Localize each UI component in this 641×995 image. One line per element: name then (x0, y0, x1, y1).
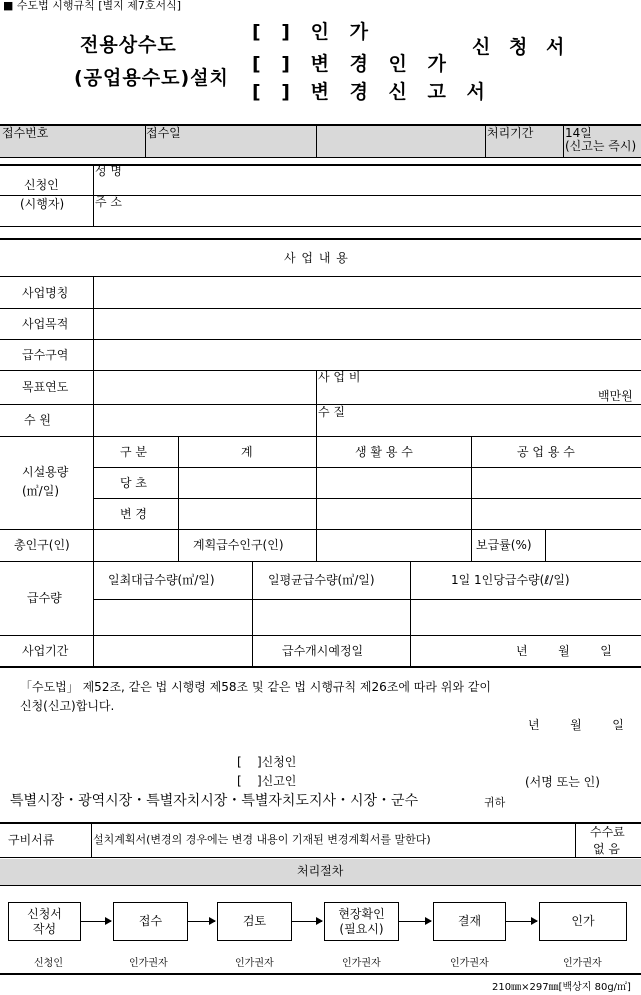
applicant-checkbox[interactable]: [ ]신청인 (237, 755, 297, 769)
total-population-label: 총인구(인) (14, 538, 70, 552)
capacity-label: 시설용량 (22, 465, 69, 479)
option-change-report[interactable]: [ ] 변 경 신 고 서 (252, 81, 492, 103)
business-cost-label: 사 업 비 (318, 370, 361, 384)
step-review: 검토 (217, 902, 292, 941)
row-initial: 당 초 (120, 476, 147, 490)
actor-label: 인가권자 (450, 958, 489, 969)
arrow-icon (188, 921, 215, 922)
receipt-number-label: 접수번호 (2, 126, 49, 140)
option-change-approval[interactable]: [ ] 변 경 인 가 (252, 53, 453, 75)
receipt-date-label: 접수일 (146, 126, 181, 140)
coverage-rate-label: 보급률(%) (476, 538, 532, 552)
title-right: 신 청 서 (472, 36, 571, 58)
recipient-title: 특별시장・광역시장・특별자치시장・특별자치도지사・시장・군수 (10, 793, 419, 809)
per-capita-supply-label: 1일 1인당급수량(ℓ/일) (451, 573, 570, 587)
step-receipt: 접수 (113, 902, 188, 941)
processing-period-label: 처리기간 (487, 126, 534, 140)
col-category: 구 분 (120, 445, 147, 459)
row-change: 변 경 (120, 507, 147, 521)
process-title: 처리절차 (297, 864, 344, 878)
step-approval: 인가 (539, 902, 627, 941)
step-approval-decision: 결재 (433, 902, 506, 941)
capacity-unit: (㎥/일) (22, 484, 59, 498)
receipt-bar (0, 124, 641, 157)
actor-label: 인가권자 (563, 958, 602, 969)
water-source-label: 수 원 (24, 413, 51, 427)
paper-spec: 210㎜×297㎜[백상지 80g/㎡] (492, 982, 631, 993)
processing-period-value: 14일 (565, 126, 592, 140)
actor-label: 신청인 (34, 958, 63, 969)
declaration-text-2: 신청(신고)합니다. (20, 699, 115, 713)
name-label: 성 명 (95, 164, 122, 178)
supply-start-label: 급수개시예정일 (282, 644, 364, 658)
signature-note: (서명 또는 인) (525, 775, 600, 789)
declaration-text: 「수도법」 제52조, 같은 법 시행령 제58조 및 같은 법 시행규칙 제26조에 따라 위와 같이 (20, 680, 491, 694)
business-period-label: 사업기간 (22, 644, 69, 658)
service-area-label: 급수구역 (22, 348, 69, 362)
business-name-label: 사업명칭 (22, 286, 69, 300)
arrow-icon (292, 921, 322, 922)
planned-population-label: 계획급수인구(인) (193, 538, 284, 552)
business-purpose-label: 사업목적 (22, 317, 69, 331)
supply-start-date: 년 월 일 (516, 644, 612, 658)
title-line-1: 전용상수도 (80, 34, 177, 56)
supply-label: 급수량 (27, 591, 62, 605)
max-daily-supply-label: 일최대급수량(㎥/일) (108, 573, 215, 587)
water-quality-label: 수 질 (318, 405, 345, 419)
arrow-icon (81, 921, 111, 922)
step-application: 신청서 작성 (8, 902, 81, 941)
target-year-label: 목표연도 (22, 380, 69, 394)
business-section-title: 사 업 내 용 (284, 251, 349, 265)
step-site-check: 현장확인 (필요시) (324, 902, 399, 941)
applicant-label: 신청인 (24, 178, 59, 192)
avg-daily-supply-label: 일평균급수량(㎥/일) (268, 573, 375, 587)
actor-label: 인가권자 (235, 958, 274, 969)
arrow-icon (506, 921, 537, 922)
title-line-2: (공업용수도)설치 (74, 67, 229, 89)
col-industrial: 공 업 용 수 (517, 445, 575, 459)
option-approval[interactable]: [ ] 인 가 (252, 21, 375, 43)
fee-value: 없 음 (593, 842, 620, 856)
recipient-suffix: 귀하 (484, 796, 506, 809)
fee-label: 수수료 (590, 825, 625, 839)
documents-label: 구비서류 (8, 833, 55, 847)
col-total: 계 (241, 445, 253, 459)
arrow-icon (399, 921, 431, 922)
business-cost-unit: 백만원 (598, 389, 633, 403)
documents-content: 설치계획서(변경의 경우에는 변경 내용이 기재된 변경계획서를 말한다) (93, 833, 431, 846)
reporter-checkbox[interactable]: [ ]신고인 (237, 774, 297, 788)
col-domestic: 생 활 용 수 (355, 445, 413, 459)
declaration-date: 년 월 일 (528, 718, 624, 732)
address-label: 주 소 (95, 195, 122, 209)
actor-label: 인가권자 (129, 958, 168, 969)
processing-period-note: (신고는 즉시) (565, 139, 637, 153)
applicant-sublabel: (시행자) (20, 197, 65, 211)
actor-label: 인가권자 (342, 958, 381, 969)
form-reference: ■ 수도법 시행규칙 [별지 제7호서식] (3, 0, 182, 12)
